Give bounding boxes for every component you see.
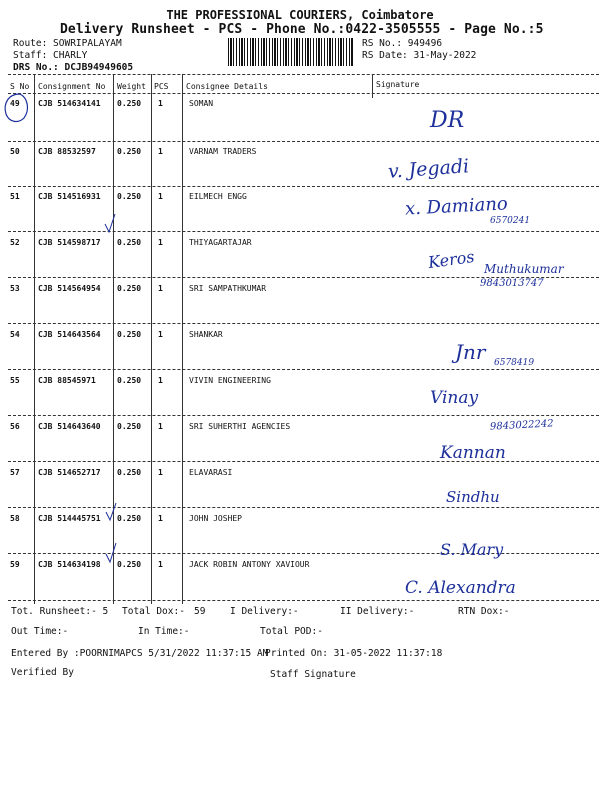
row-sno: 53 — [10, 284, 20, 293]
row-consignee: JACK ROBIN ANTONY XAVIOUR — [189, 560, 310, 569]
drs-number: DRS No.: DCJB94949605 — [13, 62, 134, 73]
row-rule — [8, 415, 599, 416]
col-divider — [113, 74, 114, 604]
row-consignment: CJB 514643640 — [38, 422, 101, 431]
circle-mark-icon — [0, 88, 40, 128]
signature-56: Kannan — [440, 443, 506, 463]
row-consignee: THIYAGARTAJAR — [189, 238, 252, 247]
row-weight: 0.250 — [117, 147, 142, 156]
row-consignment: CJB 514643564 — [38, 330, 101, 339]
col-divider — [34, 74, 35, 604]
entered-by: Entered By :POORNIMAPCS 5/31/2022 11:37:15 AM — [11, 648, 269, 659]
row-rule — [8, 231, 599, 232]
rs-number: RS No.: 949496 — [362, 38, 443, 49]
col-pcs: PCS — [154, 82, 169, 91]
rtn-dox: RTN Dox:- — [458, 606, 510, 617]
col-divider — [182, 74, 183, 604]
signature-53-phone: 9843013747 — [480, 278, 544, 289]
row-consignment: CJB 514445751 — [38, 514, 101, 523]
row-weight: 0.250 — [117, 284, 142, 293]
row-consignee: JOHN JOSHEP — [189, 514, 242, 523]
staff-label: Staff: CHARLY — [13, 50, 88, 61]
row-weight: 0.250 — [117, 192, 142, 201]
row-rule — [8, 369, 599, 370]
total-dox-value: 59 — [194, 606, 206, 617]
row-rule — [8, 141, 599, 142]
row-consignment: CJB 88545971 — [38, 376, 96, 385]
row-pcs: 1 — [158, 192, 163, 201]
row-consignment: CJB 514634198 — [38, 560, 101, 569]
out-time: Out Time:- — [11, 626, 69, 637]
row-sno: 51 — [10, 192, 20, 201]
signature-59: C. Alexandra — [405, 578, 516, 598]
row-pcs: 1 — [158, 468, 163, 477]
tot-runsheet: Tot. Runsheet:- 5 — [11, 606, 109, 617]
row-sno: 52 — [10, 238, 20, 247]
row-weight: 0.250 — [117, 422, 142, 431]
row-consignee: SHANKAR — [189, 330, 223, 339]
header-bottom-rule — [8, 93, 599, 94]
row-sno: 59 — [10, 560, 20, 569]
row-pcs: 1 — [158, 376, 163, 385]
row-consignee: SRI SAMPATHKUMAR — [189, 284, 267, 293]
signature-50: v. Jegadi — [387, 155, 470, 183]
signature-52: Keros — [426, 246, 476, 273]
row-weight: 0.250 — [117, 238, 142, 247]
runsheet-subtitle: Delivery Runsheet - PCS - Phone No.:0422-3505555 - Page No.:5 — [60, 22, 544, 37]
signature-51: x. Damiano — [404, 193, 509, 220]
row-consignee: ELAVARASI — [189, 468, 233, 477]
row-pcs: 1 — [158, 238, 163, 247]
row-consignee: SRI SUHERTHI AGENCIES — [189, 422, 291, 431]
staff-signature: Staff Signature — [270, 669, 356, 680]
row-consignment: CJB 88532597 — [38, 147, 96, 156]
signature-52-b: Muthukumar — [484, 262, 564, 276]
row-rule — [8, 507, 599, 508]
row-weight: 0.250 — [117, 376, 142, 385]
row-pcs: 1 — [158, 422, 163, 431]
row-consignee: EILMECH ENGG — [189, 192, 247, 201]
signature-58: S. Mary — [440, 540, 504, 559]
row-sno: 49 — [10, 99, 20, 108]
row-consignment: CJB 514516931 — [38, 192, 101, 201]
signature-54: Jnr — [455, 340, 486, 364]
i-delivery: I Delivery:- — [230, 606, 299, 617]
row-consignment: CJB 514598717 — [38, 238, 101, 247]
barcode — [228, 38, 354, 66]
col-weight: Weight — [117, 82, 146, 91]
col-divider — [372, 74, 373, 98]
signature-54-phone: 6578419 — [494, 358, 535, 368]
company-title: THE PROFESSIONAL COURIERS, Coimbatore — [166, 8, 434, 22]
row-consignment: CJB 514652717 — [38, 468, 101, 477]
row-pcs: 1 — [158, 514, 163, 523]
row-weight: 0.250 — [117, 99, 142, 108]
total-pod: Total POD:- — [260, 626, 323, 637]
row-sno: 54 — [10, 330, 20, 339]
col-sno: S No — [10, 82, 30, 91]
row-pcs: 1 — [158, 330, 163, 339]
row-weight: 0.250 — [117, 514, 142, 523]
table-bottom-rule — [8, 600, 599, 601]
row-rule — [8, 186, 599, 187]
row-weight: 0.250 — [117, 330, 142, 339]
col-signature: Signature — [376, 80, 420, 89]
row-consignment: CJB 514564954 — [38, 284, 101, 293]
tick-mark-icon — [104, 540, 118, 566]
ii-delivery: II Delivery:- — [340, 606, 415, 617]
signature-56-phone: 9843022242 — [489, 418, 554, 433]
row-pcs: 1 — [158, 284, 163, 293]
row-consignee: VARNAM TRADERS — [189, 147, 257, 156]
signature-57: Sindhu — [446, 488, 500, 506]
route-label: Route: SOWRIPALAYAM — [13, 38, 122, 49]
signature-51-phone: 6570241 — [490, 216, 531, 226]
signature-55: Vinay — [430, 388, 479, 408]
row-weight: 0.250 — [117, 560, 142, 569]
rs-date: RS Date: 31-May-2022 — [362, 50, 477, 61]
col-consignee: Consignee Details — [186, 82, 268, 91]
row-pcs: 1 — [158, 99, 163, 108]
total-dox-label: Total Dox:- — [122, 606, 185, 617]
row-sno: 56 — [10, 422, 20, 431]
header-top-rule — [8, 74, 599, 75]
signature-49: DR — [430, 108, 465, 133]
row-rule — [8, 553, 599, 554]
row-consignee: VIVIN ENGINEERING — [189, 376, 271, 385]
row-consignment: CJB 514634141 — [38, 99, 101, 108]
row-rule — [8, 461, 599, 462]
row-sno: 50 — [10, 147, 20, 156]
row-sno: 55 — [10, 376, 20, 385]
row-sno: 57 — [10, 468, 20, 477]
verified-by: Verified By — [11, 667, 74, 678]
tick-mark-icon — [102, 210, 118, 238]
row-weight: 0.250 — [117, 468, 142, 477]
col-consignment: Consignment No — [38, 82, 106, 91]
printed-on: Printed On: 31-05-2022 11:37:18 — [265, 648, 443, 659]
in-time: In Time:- — [138, 626, 190, 637]
row-pcs: 1 — [158, 147, 163, 156]
row-rule — [8, 323, 599, 324]
row-consignee: SOMAN — [189, 99, 214, 108]
col-divider — [151, 74, 152, 604]
tick-mark-icon — [104, 500, 118, 524]
row-pcs: 1 — [158, 560, 163, 569]
row-sno: 58 — [10, 514, 20, 523]
